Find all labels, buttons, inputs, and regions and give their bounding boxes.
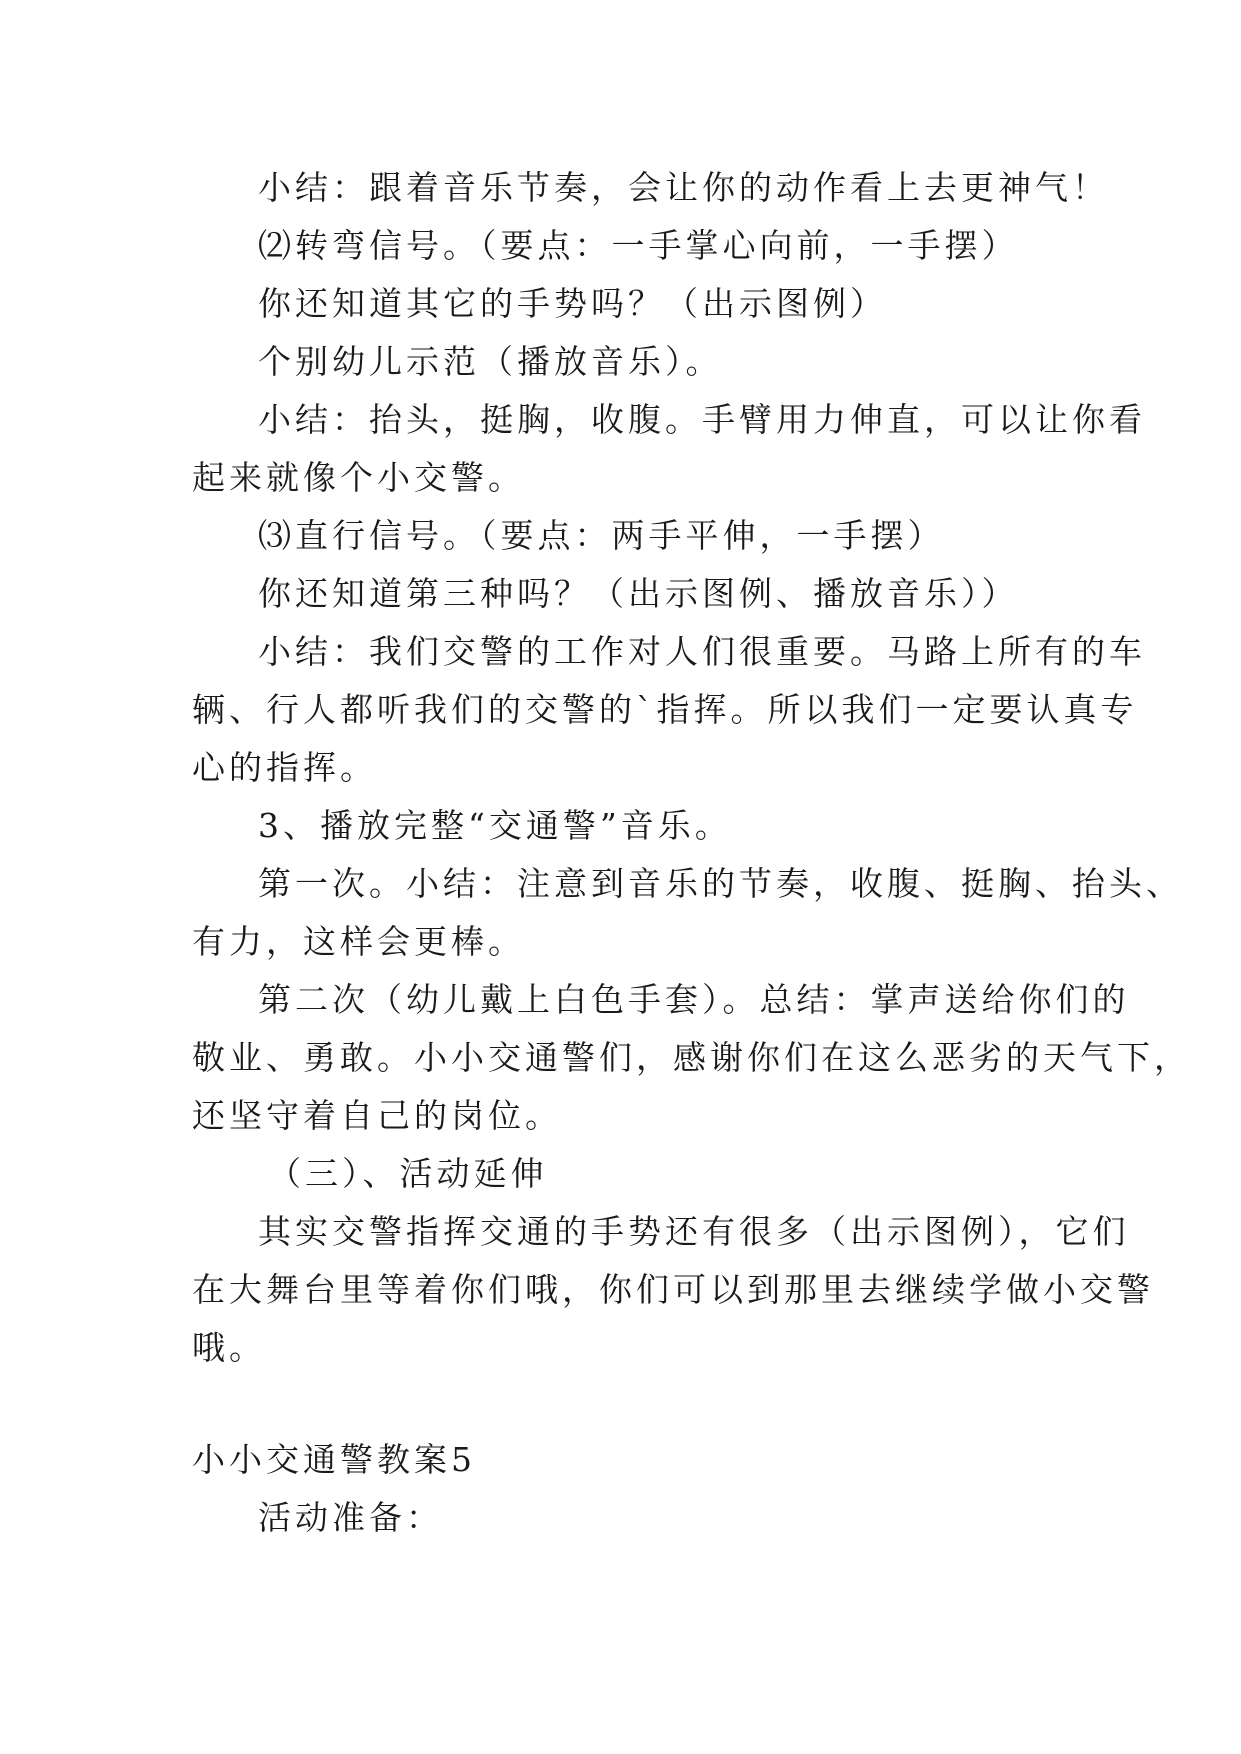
- paragraph-line: ⑵转弯信号。（要点：一手掌心向前，一手摆）: [258, 226, 1019, 265]
- paragraph-line: 3、播放完整“交通警”音乐。: [258, 806, 732, 845]
- paragraph-line: 活动准备：: [258, 1498, 443, 1537]
- section-heading: （三）、活动延伸: [268, 1154, 548, 1193]
- paragraph-line: 还坚守着自己的岗位。: [192, 1096, 562, 1135]
- paragraph-line: 小结：我们交警的工作对人们很重要。马路上所有的车: [258, 632, 1146, 671]
- document-title: 小小交通警教案5: [192, 1440, 476, 1479]
- paragraph-line: 你还知道第三种吗？（出示图例、播放音乐））: [258, 574, 1019, 613]
- paragraph-line: 小结：跟着音乐节奏，会让你的动作看上去更神气！: [258, 168, 1109, 207]
- paragraph-line: 起来就像个小交警。: [192, 458, 525, 497]
- paragraph-line: 敬业、勇敢。小小交通警们，感谢你们在这么恶劣的天气下，: [192, 1038, 1191, 1077]
- paragraph-line: 有力，这样会更棒。: [192, 922, 525, 961]
- paragraph-line: 个别幼儿示范（播放音乐）。: [258, 342, 723, 381]
- paragraph-line: 你还知道其它的手势吗？（出示图例）: [258, 284, 887, 323]
- paragraph-line: ⑶直行信号。（要点：两手平伸，一手摆）: [258, 516, 945, 555]
- paragraph-line: 辆、行人都听我们的交警的`指挥。所以我们一定要认真专: [192, 690, 1138, 729]
- paragraph-line: 心的指挥。: [192, 748, 377, 787]
- paragraph-line: 第二次（幼儿戴上白色手套）。总结：掌声送给你们的: [258, 980, 1130, 1019]
- paragraph-line: 在大舞台里等着你们哦，你们可以到那里去继续学做小交警: [192, 1270, 1154, 1309]
- paragraph-line: 其实交警指挥交通的手势还有很多（出示图例），它们: [258, 1212, 1130, 1251]
- paragraph-line: 哦。: [192, 1328, 266, 1367]
- paragraph-line: 小结：抬头，挺胸，收腹。手臂用力伸直，可以让你看: [258, 400, 1146, 439]
- paragraph-line: 第一次。小结：注意到音乐的节奏，收腹、挺胸、抬头、: [258, 864, 1183, 903]
